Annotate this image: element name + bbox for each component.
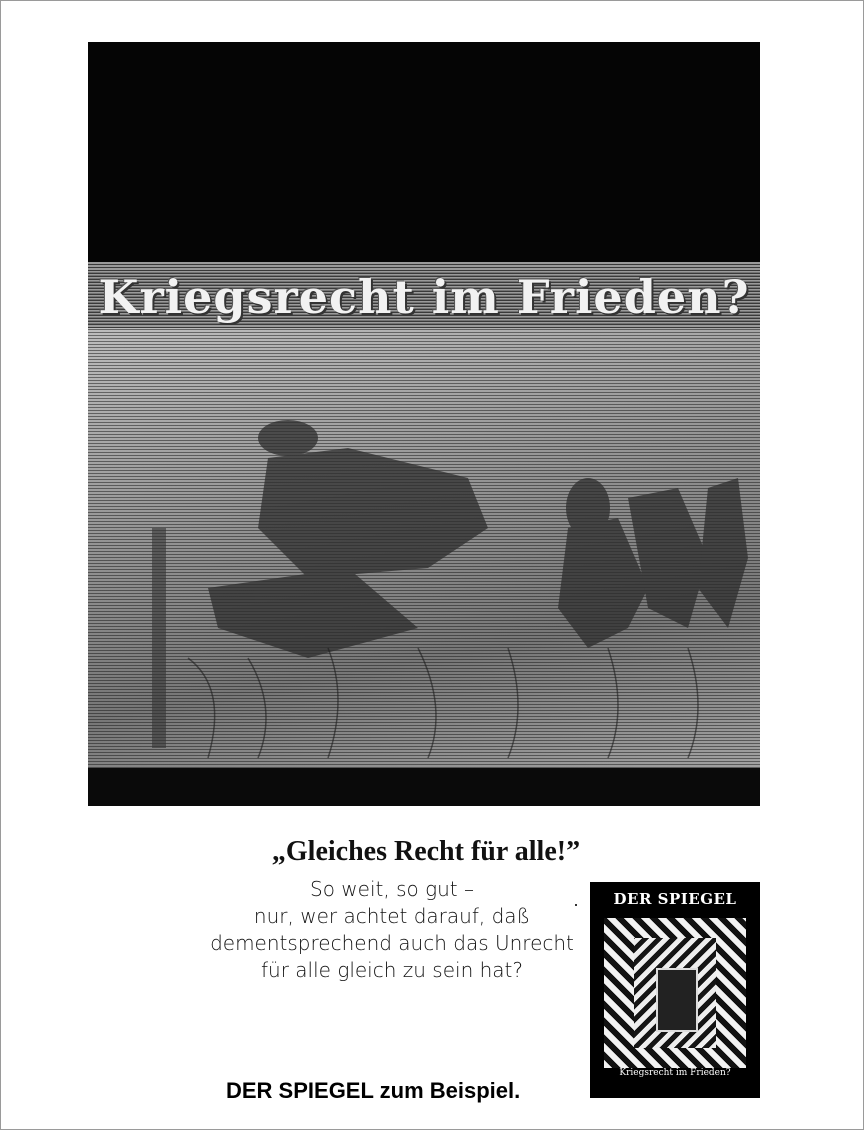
cover-masthead: DER SPIEGEL (613, 890, 737, 908)
photo-bottom-strip (88, 768, 760, 806)
magazine-cover (590, 882, 760, 1098)
body-line: nur, wer achtet darauf, daß (253, 904, 531, 928)
body-line: dementsprechend auch das Unrecht (210, 931, 574, 955)
tagline: DER SPIEGEL zum Beispiel. (226, 1078, 521, 1103)
cover-artwork (604, 918, 746, 1068)
body-text (190, 876, 594, 984)
advert-photo (88, 42, 760, 806)
body-line: So weit, so gut – (310, 877, 474, 901)
photo-figures (88, 328, 760, 768)
cover-caption: Kriegsrecht im Frieden? (619, 1068, 731, 1078)
photo-dark-area (88, 42, 760, 262)
headline: „Gleiches Recht für alle!” (271, 836, 581, 867)
photo-title: Kriegsrecht im Frieden? (88, 270, 760, 324)
cover-artwork-figure (656, 968, 698, 1032)
speck (575, 904, 577, 906)
body-line: für alle gleich zu sein hat? (260, 958, 523, 982)
